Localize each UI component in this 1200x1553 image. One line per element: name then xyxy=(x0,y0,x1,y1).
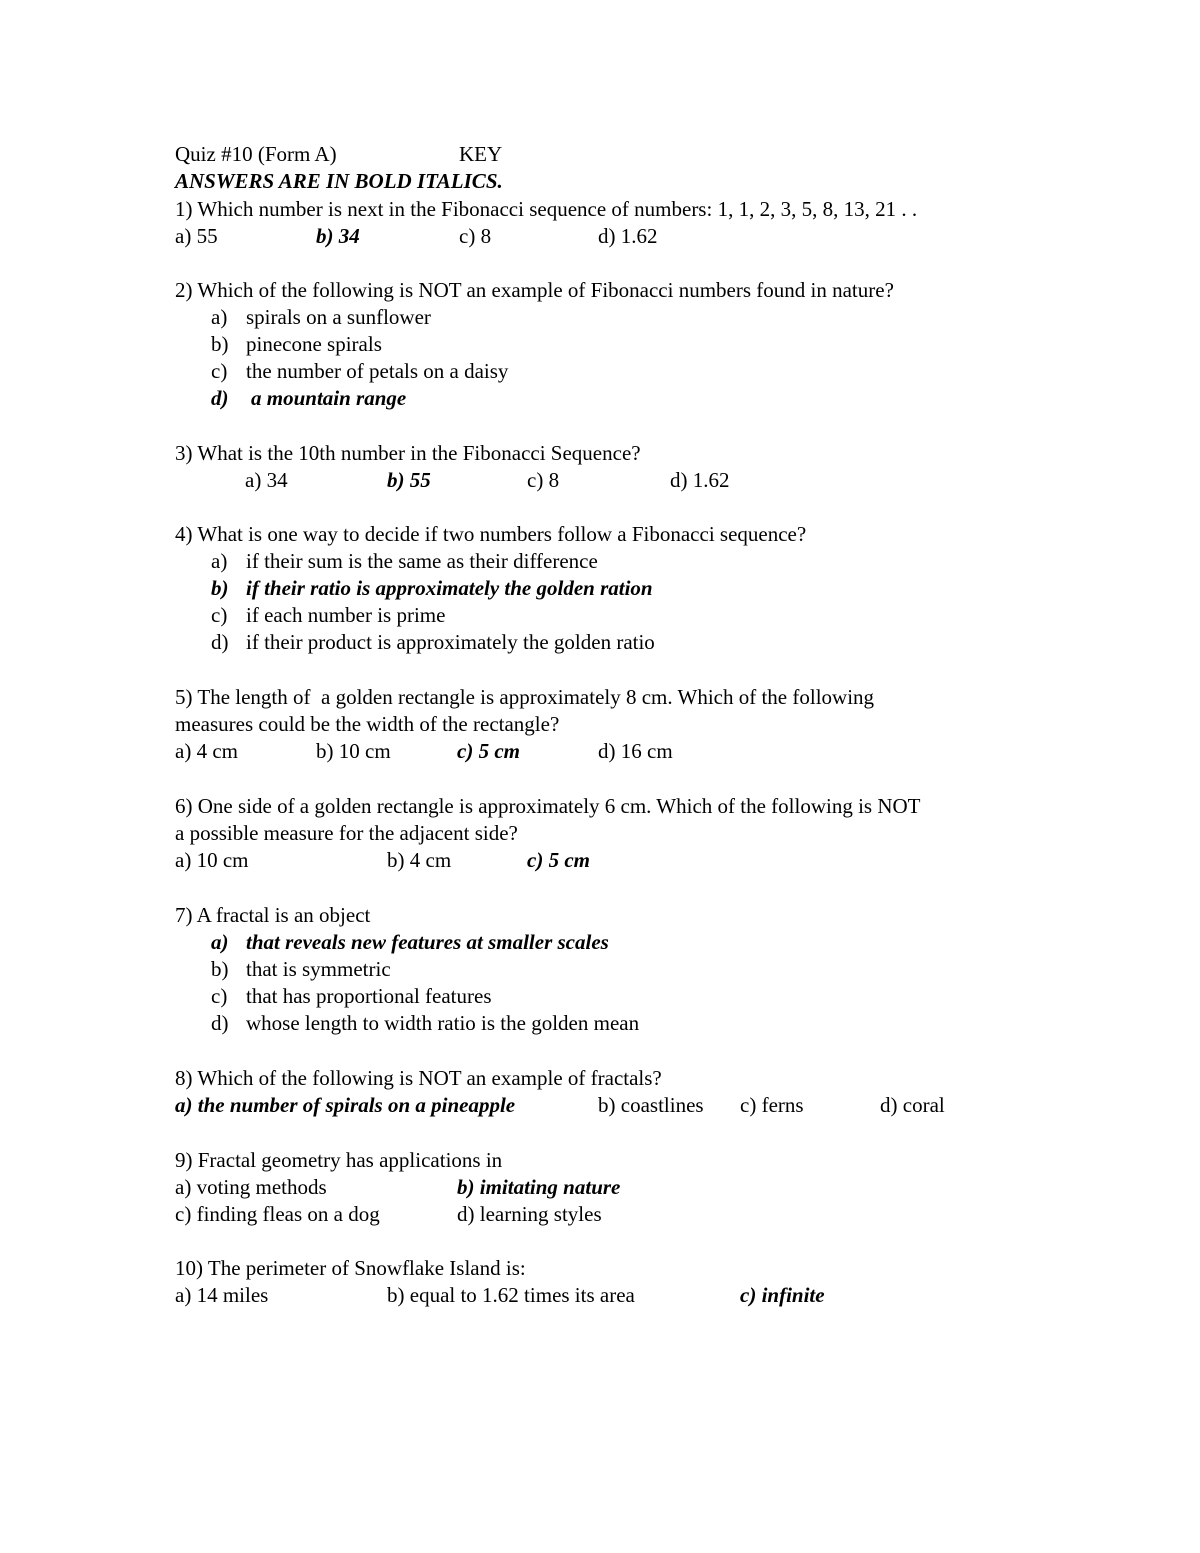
q5-option-a: a) 4 cm xyxy=(175,739,238,763)
question-7-text: 7) A fractal is an object xyxy=(175,903,371,927)
q2-option-c-text: the number of petals on a daisy xyxy=(246,359,509,383)
q6-option-c-correct: c) 5 cm xyxy=(527,848,590,872)
q3-option-a: a) 34 xyxy=(245,468,288,492)
question-5-text-line2: measures could be the width of the rectangle? xyxy=(175,712,560,736)
q1-option-b-correct: b) 34 xyxy=(316,224,360,248)
q7-option-b: b) xyxy=(211,957,229,981)
q3-option-b-correct: b) 55 xyxy=(387,468,431,492)
q7-option-d-text: whose length to width ratio is the golden mean xyxy=(246,1011,640,1035)
question-3-text: 3) What is the 10th number in the Fibonacci Sequence? xyxy=(175,441,641,465)
q2-option-a-text: spirals on a sunflower xyxy=(246,305,431,329)
q7-option-a-text: that reveals new features at smaller scales xyxy=(246,930,609,954)
q5-option-c-correct: c) 5 cm xyxy=(457,739,520,763)
q4-option-d-text: if their product is approximately the golden ratio xyxy=(246,630,655,654)
q4-option-a: a) xyxy=(211,549,228,573)
q8-option-d: d) coral xyxy=(880,1093,945,1117)
q2-option-c: c) xyxy=(211,359,228,383)
q10-option-c-correct: c) infinite xyxy=(740,1283,825,1307)
q4-option-c: c) xyxy=(211,603,228,627)
q7-option-d: d) xyxy=(211,1011,229,1035)
q10-option-a: a) 14 miles xyxy=(175,1283,269,1307)
q5-option-d: d) 16 cm xyxy=(598,739,673,763)
instruction-text: ANSWERS ARE IN BOLD ITALICS. xyxy=(175,169,503,193)
q9-option-c: c) finding fleas on a dog xyxy=(175,1202,380,1226)
q4-option-a-text: if their sum is the same as their difference xyxy=(246,549,598,573)
quiz-title: Quiz #10 (Form A) xyxy=(175,142,337,166)
q1-option-d: d) 1.62 xyxy=(598,224,658,248)
question-1-text: 1) Which number is next in the Fibonacci sequence of numbers: 1, 1, 2, 3, 5, 8, 13, 21 . . xyxy=(175,197,918,221)
q2-option-b: b) xyxy=(211,332,229,356)
q4-option-b-correct: b) xyxy=(211,576,229,600)
question-6-text-line2: a possible measure for the adjacent side? xyxy=(175,821,518,845)
q8-option-c: c) ferns xyxy=(740,1093,804,1117)
q4-option-d: d) xyxy=(211,630,229,654)
question-8-text: 8) Which of the following is NOT an example of fractals? xyxy=(175,1066,662,1090)
q4-option-b-text: if their ratio is approximately the golden ration xyxy=(246,576,653,600)
q6-option-a: a) 10 cm xyxy=(175,848,249,872)
q3-option-c: c) 8 xyxy=(527,468,560,492)
question-4-text: 4) What is one way to decide if two numbers follow a Fibonacci sequence? xyxy=(175,522,807,546)
q1-option-c: c) 8 xyxy=(459,224,492,248)
question-2-text: 2) Which of the following is NOT an example of Fibonacci numbers found in nature? xyxy=(175,278,894,302)
q2-option-d-correct: d) xyxy=(211,386,229,410)
q2-option-a: a) xyxy=(211,305,228,329)
question-10-text: 10) The perimeter of Snowflake Island is: xyxy=(175,1256,526,1280)
question-9-text: 9) Fractal geometry has applications in xyxy=(175,1148,503,1172)
question-5-text-line1: 5) The length of a golden rectangle is approximately 8 cm. Which of the following xyxy=(175,685,875,709)
q7-option-c: c) xyxy=(211,984,228,1008)
q9-option-d: d) learning styles xyxy=(457,1202,602,1226)
q7-option-a-correct: a) xyxy=(211,930,229,954)
q7-option-c-text: that has proportional features xyxy=(246,984,492,1008)
q8-option-b: b) coastlines xyxy=(598,1093,704,1117)
q3-option-d: d) 1.62 xyxy=(670,468,730,492)
q2-option-d-text: a mountain range xyxy=(251,386,407,410)
q2-option-b-text: pinecone spirals xyxy=(246,332,382,356)
q1-option-a: a) 55 xyxy=(175,224,218,248)
q7-option-b-text: that is symmetric xyxy=(246,957,391,981)
q5-option-b: b) 10 cm xyxy=(316,739,391,763)
q9-option-a: a) voting methods xyxy=(175,1175,327,1199)
q9-option-b-correct: b) imitating nature xyxy=(457,1175,621,1199)
key-label: KEY xyxy=(459,142,503,166)
q8-option-a-correct: a) the number of spirals on a pineapple xyxy=(175,1093,516,1117)
q6-option-b: b) 4 cm xyxy=(387,848,452,872)
q4-option-c-text: if each number is prime xyxy=(246,603,446,627)
q10-option-b: b) equal to 1.62 times its area xyxy=(387,1283,635,1307)
question-6-text-line1: 6) One side of a golden rectangle is approximately 6 cm. Which of the following is NOT xyxy=(175,794,921,818)
